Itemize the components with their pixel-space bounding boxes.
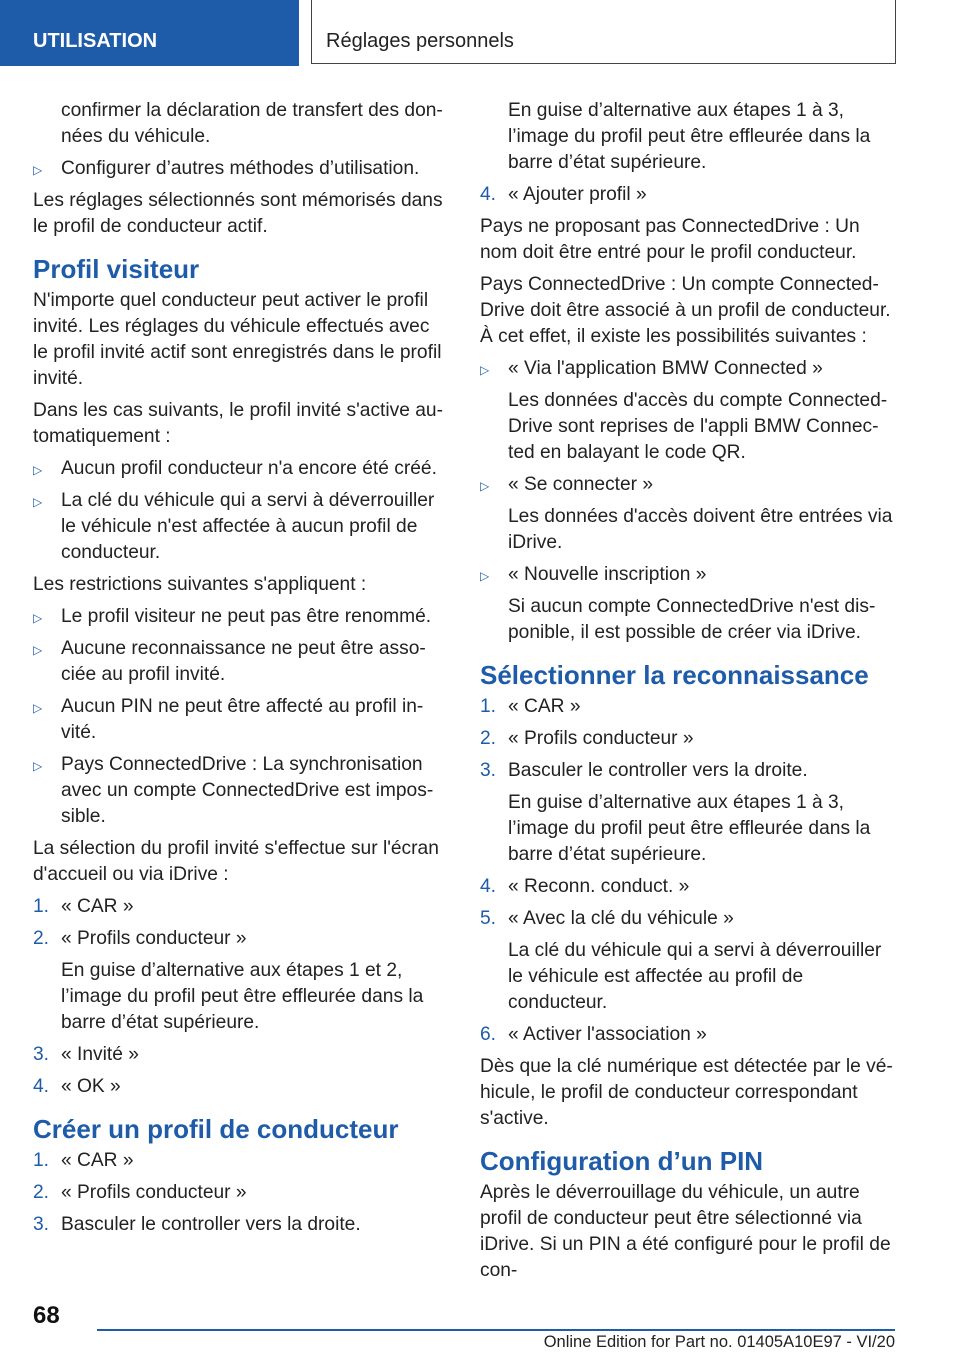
- paragraph: N'importe quel conducteur peut activer le profil invité. Les réglages du véhicule effectués avec le profil invité actif sont enregistrés dans le profil invité.: [33, 290, 442, 389]
- heading-create-profile: Créer un profil de conducteur: [33, 1114, 399, 1144]
- footer-divider: [97, 1329, 895, 1331]
- heading-pin-config: Configuration d’un PIN: [480, 1146, 764, 1176]
- step-item: 2. « Profils conducteur »: [480, 728, 694, 749]
- step-item: 4. « Ajouter profil »: [480, 184, 647, 205]
- list-item: ▷ Aucun profil conducteur n'a encore été créé.: [33, 456, 449, 482]
- triangle-bullet-icon: ▷: [33, 463, 43, 477]
- triangle-bullet-icon: ▷: [480, 363, 490, 377]
- option-note: Si aucun compte ConnectedDrive n'est disponible, il est possible de créer via iDrive.: [508, 596, 876, 643]
- list-item: ▷ Aucun PIN ne peut être affecté au profil invité.: [33, 696, 424, 743]
- page-header: [0, 0, 960, 66]
- restrictions-list: [33, 604, 449, 830]
- option-note: Les données d'accès doivent être entrées via iDrive.: [508, 506, 893, 553]
- list-item: ▷ Configurer d’autres méthodes d’utilisation.: [33, 156, 449, 182]
- triangle-bullet-icon: ▷: [33, 759, 43, 773]
- step-item: 1. « CAR »: [480, 696, 581, 717]
- list-item: ▷ « Se connecter » Les données d'accès doivent être entrées via iDrive.: [480, 472, 896, 556]
- list-item: ▷ Le profil visiteur ne peut pas être renommé.: [33, 604, 449, 630]
- paragraph: Dès que la clé numérique est détectée par le véhicule, le profil de conducteur correspondant s'active.: [480, 1056, 893, 1129]
- paragraph: Après le déverrouillage du véhicule, un autre profil de conducteur peut être sélectionné via iDrive. Si un PIN a été configuré pour le profil de con-: [480, 1182, 891, 1281]
- chapter-tab: Réglages personnels: [311, 0, 896, 64]
- guest-selection-steps: [33, 894, 449, 1100]
- step-item: 3. Basculer le controller vers la droite. En guise d’alternative aux étapes 1 à 3, l’image du profil peut être effleurée dans la barre d’état supérieure.: [480, 758, 896, 868]
- step-item: 5. « Avec la clé du véhicule » La clé du véhicule qui a servi à déverrouiller le véhicule est affectée au profil de conducteur.: [480, 906, 896, 1016]
- heading-select-recognition: Sélectionner la reconnaissance: [480, 660, 869, 690]
- step-item: 6. « Activer l'association »: [480, 1024, 707, 1045]
- right-column: [480, 98, 896, 1290]
- paragraph: Pays ConnectedDrive : Un compte ConnectedDrive doit être associé à un profil de conducteur. À cet effet, il existe les possibilités suivantes :: [480, 274, 891, 347]
- step-item: 4. « OK »: [33, 1076, 121, 1097]
- paragraph: Pays ne proposant pas ConnectedDrive : Un nom doit être entré pour le profil conducteur.: [480, 216, 860, 263]
- step-item: 3. Basculer le controller vers la droite.: [33, 1214, 361, 1235]
- step-item: 2. « Profils conducteur » En guise d’alternative aux étapes 1 et 2, l’image du profil peut être effleurée dans la barre d’état supérieure.: [33, 926, 449, 1036]
- auto-activation-list: [33, 456, 449, 566]
- option-note: Les données d'accès du compte ConnectedDrive sont reprises de l'appli BMW Connected en balayant le code QR.: [508, 390, 888, 463]
- paragraph: Les restrictions suivantes s'appliquent :: [33, 574, 367, 595]
- list-item: ▷ « Nouvelle inscription » Si aucun compte ConnectedDrive n'est disponible, il est possible de créer via iDrive.: [480, 562, 896, 646]
- step-note: En guise d’alternative aux étapes 1 et 2, l’image du profil peut être effleurée dans la barre d’état supérieure.: [61, 960, 424, 1033]
- edition-text: Online Edition for Part no. 01405A10E97 - VI/20: [543, 1333, 895, 1351]
- triangle-bullet-icon: ▷: [480, 479, 490, 493]
- paragraph: Les réglages sélectionnés sont mémorisés dans le profil de conducteur actif.: [33, 190, 443, 237]
- triangle-bullet-icon: ▷: [480, 569, 490, 583]
- triangle-bullet-icon: ▷: [33, 611, 43, 625]
- triangle-bullet-icon: ▷: [33, 701, 43, 715]
- step-item: 3. « Invité »: [33, 1044, 139, 1065]
- step-item: 1. « CAR »: [33, 1150, 134, 1171]
- continued-text: En guise d’alternative aux étapes 1 à 3, l’image du profil peut être effleurée dans la barre d’état supérieure.: [508, 100, 871, 173]
- continued-text: confirmer la déclaration de transfert des données du véhicule.: [61, 100, 443, 147]
- triangle-bullet-icon: ▷: [33, 163, 43, 177]
- create-profile-steps-cont: [480, 182, 896, 208]
- step-item: 4. « Reconn. conduct. »: [480, 876, 690, 897]
- list-item: ▷ « Via l'application BMW Connected » Les données d'accès du compte ConnectedDrive sont reprises de l'appli BMW Connected en balayant le code QR.: [480, 356, 896, 466]
- page-number: 68: [33, 1302, 60, 1329]
- create-profile-steps: [33, 1148, 449, 1238]
- heading-visitor-profile: Profil visiteur: [33, 254, 200, 284]
- list-item: ▷ La clé du véhicule qui a servi à déverrouiller le véhicule n'est affectée à aucun profil de conducteur.: [33, 490, 435, 563]
- list-item: ▷ Aucune reconnaissance ne peut être associée au profil invité.: [33, 638, 426, 685]
- recognition-steps: [480, 694, 896, 1048]
- left-column: [33, 98, 449, 1244]
- step-note: La clé du véhicule qui a servi à déverrouiller le véhicule est affectée au profil de conducteur.: [508, 940, 882, 1013]
- section-tab: UTILISATION: [0, 0, 299, 66]
- step-item: 2. « Profils conducteur »: [33, 1182, 247, 1203]
- step-note: En guise d’alternative aux étapes 1 à 3, l’image du profil peut être effleurée dans la barre d’état supérieure.: [508, 792, 871, 865]
- triangle-bullet-icon: ▷: [33, 643, 43, 657]
- list-item: ▷ Pays ConnectedDrive : La synchronisation avec un compte ConnectedDrive est impossible.: [33, 754, 434, 827]
- intro-list: [33, 156, 449, 182]
- step-item: 1. « CAR »: [33, 896, 134, 917]
- triangle-bullet-icon: ▷: [33, 495, 43, 509]
- paragraph: La sélection du profil invité s'effectue sur l'écran d'accueil ou via iDrive :: [33, 838, 439, 885]
- connecteddrive-options: [480, 356, 896, 646]
- paragraph: Dans les cas suivants, le profil invité s'active automatiquement :: [33, 400, 443, 447]
